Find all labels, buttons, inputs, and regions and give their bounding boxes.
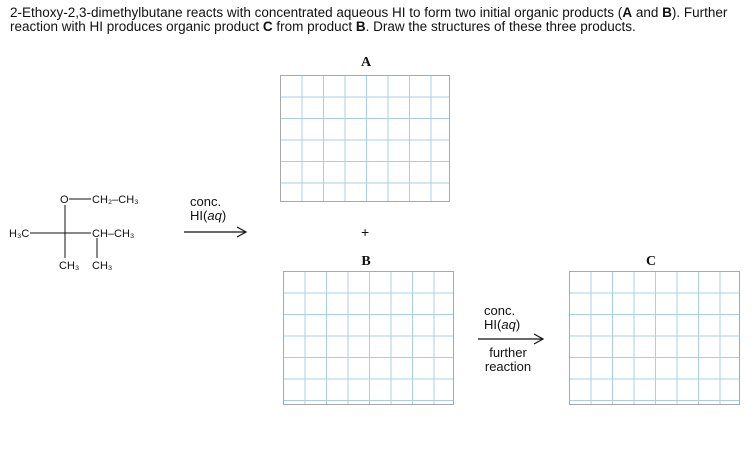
label-c: C <box>645 254 657 269</box>
group-chch3: CH–CH₃ <box>92 228 135 240</box>
reaction-conditions-2: conc. HI(aq) <box>484 303 521 332</box>
reaction-arrow-1 <box>184 227 246 237</box>
reactant-structure <box>9 194 139 272</box>
reaction-conditions-1: conc. HI(aq) <box>190 194 227 223</box>
reaction-arrow-2 <box>478 334 543 344</box>
plus-sign: + <box>361 224 370 240</box>
group-ch3-left: CH₃ <box>59 260 80 272</box>
label-a: A <box>360 55 372 70</box>
group-ch3-right: CH₃ <box>92 260 113 272</box>
question-text: 2-Ethoxy-2,3-dimethylbutane reacts with concentrated aqueous HI to form two initial organic products (A and B). Further reaction with HI produces organic product C from product B. Draw the structures of these three products. <box>10 5 728 34</box>
reaction-note-2: further reaction <box>484 345 532 374</box>
group-ethyl: CH₂–CH₃ <box>92 194 139 206</box>
label-b: B <box>361 254 371 269</box>
atom-oxygen: O <box>60 194 69 206</box>
group-h3c: H₃C <box>9 228 30 240</box>
